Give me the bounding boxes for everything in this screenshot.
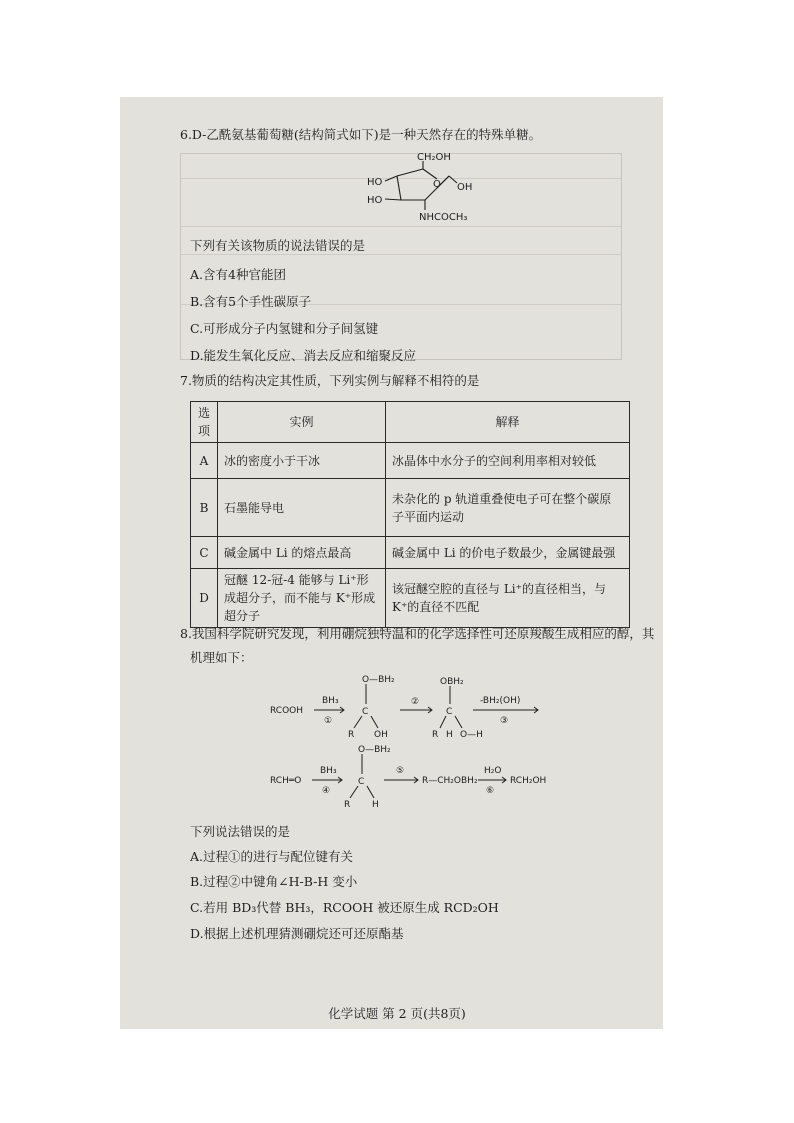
glucosamine-structure xyxy=(345,150,495,225)
obh2-label: OBH₂ xyxy=(440,677,464,687)
row-fact: 石墨能导电 xyxy=(218,479,386,537)
borane-mechanism xyxy=(270,672,570,822)
q7-stem: 7.物质的结构决定其性质，下列实例与解释不相符的是 xyxy=(180,373,480,388)
q8-stem-line1: 8.我国科学院研究发现，利用硼烷独特温和的化学选择性可还原羧酸生成相应的醇，其 xyxy=(180,626,655,641)
header-option: 选项 xyxy=(191,402,218,443)
q6-option-b: B.含有5个手性碳原子 xyxy=(190,294,312,309)
o-bh2-label: O—BH₂ xyxy=(358,745,391,755)
header-fact: 实例 xyxy=(218,402,386,443)
h-label: H xyxy=(446,730,453,740)
rch2oh-label: RCH₂OH xyxy=(510,776,547,786)
table-row xyxy=(191,479,630,537)
step-5: ⑤ xyxy=(396,766,405,776)
row-option: C xyxy=(191,537,218,569)
r-label: R xyxy=(432,730,439,740)
row-reason: 冰晶体中水分子的空间利用率相对较低 xyxy=(386,443,630,479)
carbon-label: C xyxy=(358,777,365,787)
q8-option-a: A.过程①的进行与配位键有关 xyxy=(190,849,354,864)
q8-stem-line2: 机理如下： xyxy=(190,650,253,665)
bh3-label: BH₃ xyxy=(322,696,339,706)
q8-option-c: C.若用 BD₃代替 BH₃，RCOOH 被还原生成 RCD₂OH xyxy=(190,900,499,915)
step-6: ⑥ xyxy=(486,786,495,796)
table-header-row xyxy=(191,402,630,443)
rch-o-label: RCH═O xyxy=(270,776,302,786)
carbon-label: C xyxy=(362,707,369,717)
q6-option-a: A.含有4种官能团 xyxy=(190,267,286,282)
h2o-label: H₂O xyxy=(484,766,502,776)
header-reason: 解释 xyxy=(386,402,630,443)
carbon-label: C xyxy=(446,707,453,717)
step-1: ① xyxy=(324,716,333,726)
row-reason: 碱金属中 Li 的价电子数最少，金属键最强 xyxy=(386,537,630,569)
row-option: B xyxy=(191,479,218,537)
ch2oh-label: CH₂OH xyxy=(417,152,451,163)
rcooh-label: RCOOH xyxy=(270,706,304,716)
r-label: R xyxy=(348,730,355,740)
q8-option-b: B.过程②中键角∠H-B-H 变小 xyxy=(190,874,358,889)
step-3: ③ xyxy=(500,716,509,726)
o-bh2-label: O—BH₂ xyxy=(362,675,395,685)
nhcoch3-label: NHCOCH₃ xyxy=(419,212,468,223)
table-row xyxy=(191,443,630,479)
ho-label-2: HO xyxy=(367,195,383,206)
step-4: ④ xyxy=(322,786,331,796)
ho-label-1: HO xyxy=(367,177,383,188)
minus-bh2oh-label: -BH₂(OH) xyxy=(480,696,521,706)
row-reason: 该冠醚空腔的直径与 Li⁺的直径相当，与 K⁺的直径不匹配 xyxy=(386,569,630,628)
q6-ask: 下列有关该物质的说法错误的是 xyxy=(190,238,366,253)
o-h-label: O—H xyxy=(460,730,483,740)
row-fact: 冠醚 12-冠-4 能够与 Li⁺形成超分子，而不能与 K⁺形成超分子 xyxy=(218,569,386,628)
oh-label: OH xyxy=(374,730,388,740)
table-row xyxy=(191,537,630,569)
h-label: H xyxy=(372,800,379,810)
step-2: ② xyxy=(411,697,420,707)
row-fact: 碱金属中 Li 的熔点最高 xyxy=(218,537,386,569)
row-fact: 冰的密度小于干冰 xyxy=(218,443,386,479)
q6-option-c: C.可形成分子内氢键和分子间氢键 xyxy=(190,321,379,336)
q8-ask: 下列说法错误的是 xyxy=(190,824,291,839)
page-footer: 化学试题 第 2 页(共8页) xyxy=(328,1006,466,1021)
r-label: R xyxy=(344,800,351,810)
ring-oxygen-label: O xyxy=(433,179,441,190)
q7-table xyxy=(190,401,630,628)
bh3-label: BH₃ xyxy=(320,766,337,776)
q6-stem: 6.D-乙酰氨基葡萄糖(结构简式如下)是一种天然存在的特殊单糖。 xyxy=(180,127,542,142)
row-option: D xyxy=(191,569,218,628)
row-option: A xyxy=(191,443,218,479)
rch2obh2-label: R—CH₂OBH₂ xyxy=(422,776,478,786)
row-reason: 未杂化的 p 轨道重叠使电子可在整个碳原子平面内运动 xyxy=(386,479,630,537)
q6-option-d: D.能发生氧化反应、消去反应和缩聚反应 xyxy=(190,348,417,363)
table-row xyxy=(191,569,630,628)
oh-label: OH xyxy=(457,182,473,193)
q8-option-d: D.根据上述机理猜测硼烷还可还原酯基 xyxy=(190,926,404,941)
